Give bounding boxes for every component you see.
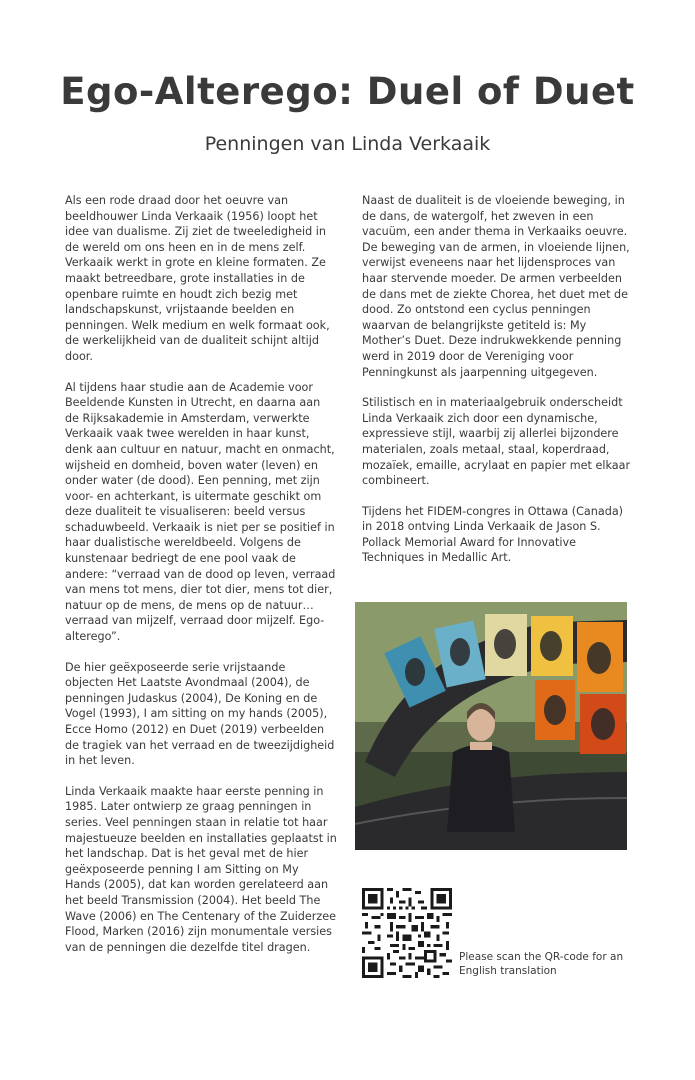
- paragraph: De hier geëxposeerde serie vrijstaande objecten Het Laatste Avondmaal (2004), de penningen Judaskus (2004), De Koning en de Vogel (1993), I am sitting on my hands (2005), Ecce Homo (2012) en Duet (2019) verbeelden de tragiek van het verraad en de tweezijdigheid in het leven.: [65, 660, 335, 768]
- qr-section: [362, 888, 634, 980]
- paragraph: Stilistisch en in materiaalgebruik onderscheidt Linda Verkaaik zich door een dynamische, expressieve stijl, waarbij zij allerlei bijzondere materialen, zoals metaal, staal, koperdraad, mozaïek, emaille, acrylaat en papier met elkaar combineert.: [362, 396, 631, 488]
- paragraph: Al tijdens haar studie aan de Academie voor Beeldende Kunsten in Utrecht, en daarna aan de Rijksakademie in Amsterdam, verwerkte Verkaaik vaak twee werelden in haar kunst, denk aan cultuur en natuur, macht en onmacht, wijsheid en domheid, boven water (leven) en onder water (de dood). Een penning, met zijn voor- en achterkant, is uitermate geschikt om deze dualiteit te visualiseren: beeld versus schaduwbeeld. Verkaaik is niet per se positief in haar dualistische wereldbeeld. Volgens de kunstenaar bedriegt de ene pool vaak de andere: “verraad van de dood op leven, verraad van mens tot mens, dier tot dier, mens tot dier, natuur op de mens, de mens op de natuur… verraad van mijzelf, verraad door mijzelf. Ego-alterego”.: [65, 380, 336, 644]
- artist-photo: [355, 602, 627, 850]
- right-text-column: [362, 193, 634, 581]
- qr-code[interactable]: [362, 888, 452, 978]
- paragraph: Linda Verkaaik maakte haar eerste penning in 1985. Later ontwierp ze graag penningen in series. Veel penningen staan in relatie tot haar majestueuze beelden en installaties geplaatst in het landschap. Dat is het geval met de hier geëxposeerde penning I am Sitting on My Hands (2005), dat kan worden gerelateerd aan het beeld Transmission (2004). Het beeld The Wave (2006) en The Centenary of the Zuiderzee Flood, Marken (2016) zijn monumentale versies van de penningen die dezelfde titel dragen.: [65, 784, 337, 954]
- left-text-column: [65, 193, 337, 970]
- page-title: Ego-Alterego: Duel of Duet: [60, 70, 635, 113]
- qr-caption: Please scan the QR-code for an English translation: [459, 951, 624, 977]
- page-subtitle: Penningen van Linda Verkaaik: [204, 133, 491, 155]
- paragraph: Als een rode draad door het oeuvre van beeldhouwer Linda Verkaaik (1956) loopt het idee van dualisme. Zij ziet de tweeledigheid in de wereld om ons heen en in de mens zelf. Verkaaik werkt in grote en kleine formaten. Ze maakt betreedbare, grote installaties in de openbare ruimte en houdt zich bezig met landschapskunst, vrijstaande beelden en penningen. Welk medium en welk formaat ook, de werkelijkheid van de dualiteit schijnt altijd door.: [65, 194, 330, 363]
- paragraph: Naast de dualiteit is de vloeiende beweging, in de dans, de watergolf, het zweven in een vacuüm, een ander thema in Verkaaiks oeuvre. De beweging van de armen, in vloeiende lijnen, verwijst eveneens naar het lijdensproces van haar stervende moeder. De armen verbeelden de dans met de ziekte Chorea, het duet met de dood. Zo ontstond een cyclus penningen waarvan de belangrijkste getiteld is: My Mother’s Duet. Deze indrukwekkende penning werd in 2019 door de Vereniging voor Penningkunst als jaarpenning uitgegeven.: [362, 194, 630, 379]
- paragraph: Tijdens het FIDEM-congres in Ottawa (Canada) in 2018 ontving Linda Verkaaik de Jason S. Pollack Memorial Award for Innovative Techniques in Medallic Art.: [362, 504, 624, 565]
